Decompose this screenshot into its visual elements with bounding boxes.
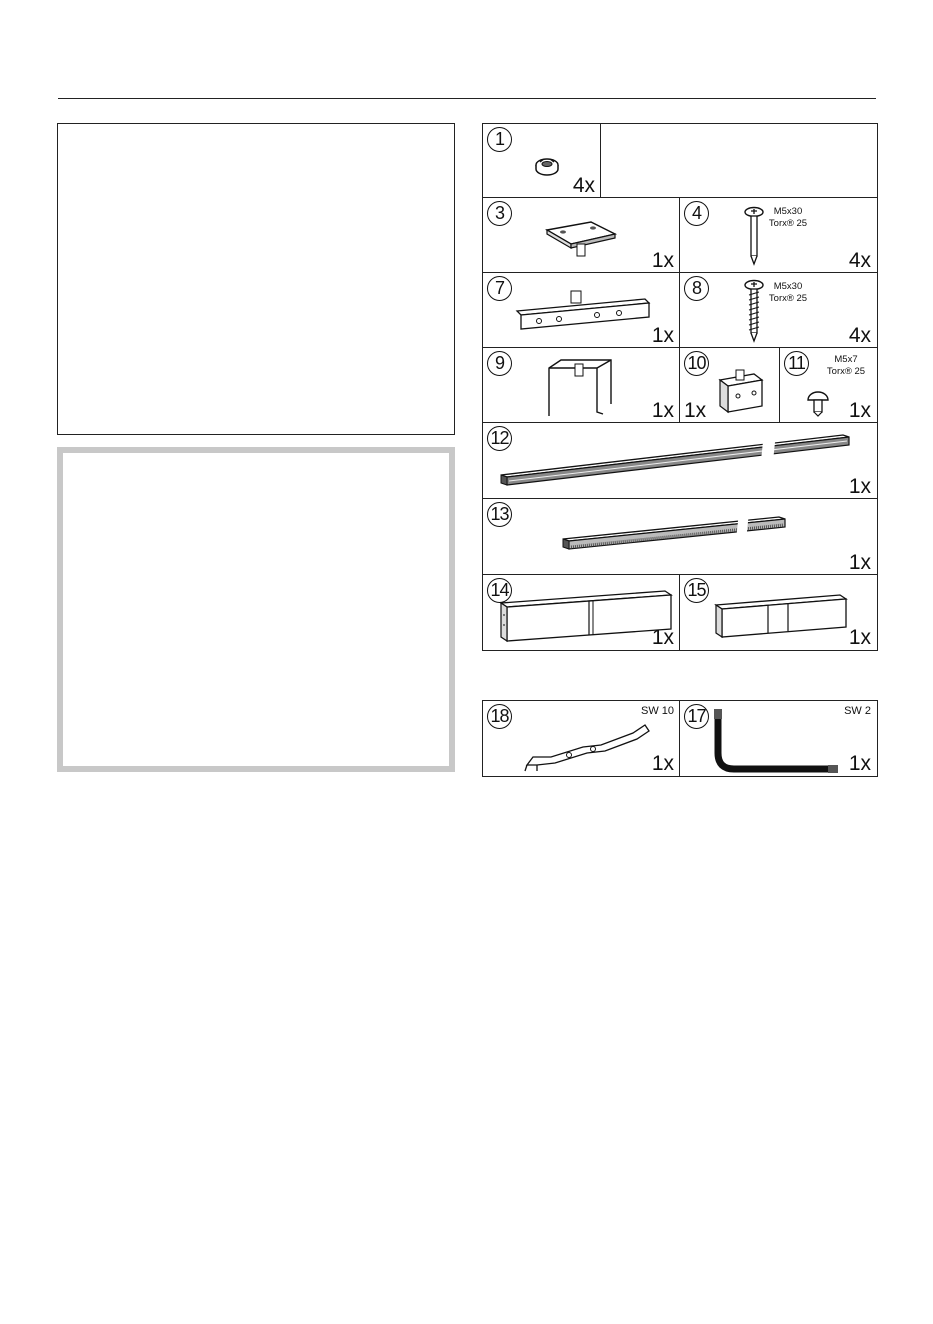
- screw-icon: [742, 206, 766, 268]
- tool-18: [482, 700, 681, 777]
- part-3: [482, 197, 681, 274]
- tool-number: 17: [684, 704, 709, 729]
- mounting-plate-icon: [541, 216, 621, 258]
- quantity: 1x: [848, 399, 871, 422]
- part-number: 12: [487, 426, 512, 451]
- quantity: 4x: [572, 174, 595, 197]
- part-8: [679, 272, 878, 349]
- brush-strip-icon: [559, 509, 789, 559]
- cover-panel-icon: [497, 585, 677, 647]
- part-9: [482, 347, 681, 424]
- quantity: 1x: [848, 752, 871, 775]
- note-box-empty: [57, 447, 455, 772]
- long-profile-icon: [497, 429, 857, 493]
- part-number: 7: [487, 276, 512, 301]
- bracket-icon: [541, 354, 621, 422]
- part-number: 4: [684, 201, 709, 226]
- part-number: 15: [684, 578, 709, 603]
- quantity: 1x: [651, 249, 674, 272]
- part-4: [679, 197, 878, 274]
- part-11: [779, 347, 878, 424]
- clip-icon: [714, 366, 770, 416]
- quantity: 1x: [848, 551, 871, 574]
- quantity: 1x: [848, 626, 871, 649]
- spec-size: M5x7: [834, 354, 858, 365]
- blank-cell: [600, 123, 878, 199]
- quantity: 4x: [848, 249, 871, 272]
- quantity: 4x: [848, 324, 871, 347]
- short-screw-icon: [806, 390, 830, 418]
- part-13: [482, 498, 878, 576]
- quantity: 1x: [651, 626, 674, 649]
- quantity: 1x: [651, 399, 674, 422]
- part-number: 8: [684, 276, 709, 301]
- part-14: [482, 574, 681, 651]
- nut-icon: [531, 154, 563, 178]
- spec-drive: Torx® 25: [768, 293, 808, 304]
- part-10: [679, 347, 781, 424]
- tool-17: [679, 700, 878, 777]
- text-box-empty: [57, 123, 455, 435]
- part-number: 14: [487, 578, 512, 603]
- part-number: 11: [784, 351, 809, 376]
- quantity: 1x: [848, 475, 871, 498]
- spec-drive: Torx® 25: [768, 218, 808, 229]
- wrench-size: SW 10: [640, 705, 674, 717]
- part-number: 10: [684, 351, 709, 376]
- spec-size: M5x30: [773, 281, 803, 292]
- mounting-rail-icon: [513, 289, 653, 335]
- part-15: [679, 574, 878, 651]
- part-number: 1: [487, 127, 512, 152]
- torx-key-icon: [710, 705, 850, 775]
- quantity: 1x: [684, 399, 707, 422]
- wood-screw-icon: [742, 279, 766, 345]
- part-12: [482, 422, 878, 500]
- tool-number: 18: [487, 704, 512, 729]
- short-cover-panel-icon: [712, 589, 852, 639]
- part-number: 3: [487, 201, 512, 226]
- key-size: SW 2: [844, 705, 871, 717]
- part-1: [482, 123, 602, 199]
- spec-size: M5x30: [773, 206, 803, 217]
- part-number: 13: [487, 502, 512, 527]
- part-7: [482, 272, 681, 349]
- header-rule: [58, 98, 876, 99]
- open-wrench-icon: [523, 721, 653, 773]
- quantity: 1x: [651, 752, 674, 775]
- spec-drive: Torx® 25: [826, 366, 866, 377]
- quantity: 1x: [651, 324, 674, 347]
- part-number: 9: [487, 351, 512, 376]
